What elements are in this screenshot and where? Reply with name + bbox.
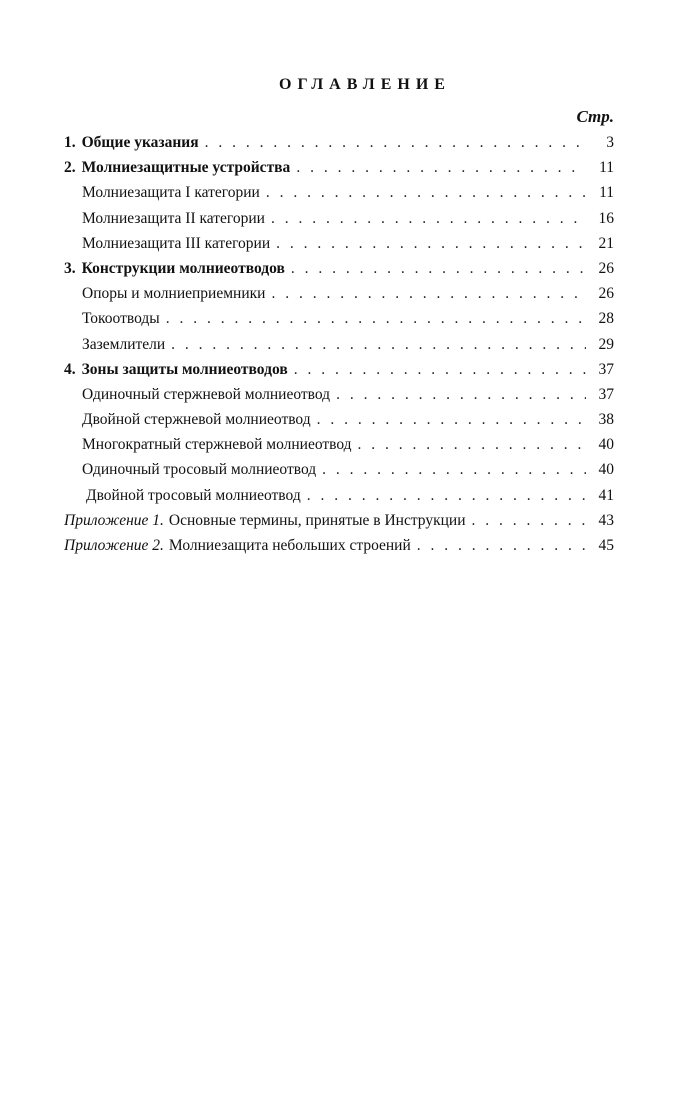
dot-leader [266, 180, 586, 205]
toc-entry-text [64, 180, 260, 205]
toc-entry-page-number: 26 [598, 259, 614, 277]
toc-entry-title: Одиночный стержневой молниеотвод [82, 385, 331, 403]
toc-entry [64, 533, 614, 558]
toc-entry-text [64, 407, 311, 432]
toc-entry [64, 483, 614, 508]
toc-entry [64, 432, 614, 457]
toc-entry-page-number: 37 [598, 360, 614, 378]
dot-leader [307, 483, 586, 508]
toc-entry-page-number: 29 [598, 335, 614, 353]
table-of-contents [64, 130, 614, 558]
toc-entry-page-number: 3 [606, 134, 614, 151]
dot-leader [294, 357, 586, 382]
dot-leader [166, 306, 586, 331]
toc-entry-page-number: 40 [598, 461, 614, 479]
toc-entry-number: 3. [64, 259, 76, 277]
toc-entry-title: Молниезащита II категории [82, 209, 265, 227]
toc-entry-text [64, 457, 316, 482]
toc-entry-text [64, 306, 160, 331]
toc-entry-title: Основные термины, принятые в Инструкции [168, 511, 466, 529]
dot-leader [336, 382, 586, 407]
dot-leader [291, 256, 586, 281]
dot-leader [322, 457, 586, 482]
toc-entry-page-number: 41 [598, 486, 614, 504]
toc-entry [64, 256, 614, 281]
toc-entry-appendix-label: Приложение 1. [64, 511, 164, 529]
dot-leader [271, 206, 586, 231]
toc-entry-text [64, 332, 165, 357]
toc-entry-page-number: 11 [599, 184, 614, 202]
toc-entry-number: 2. [64, 159, 76, 177]
toc-entry-text [64, 231, 270, 256]
toc-entry-page-number: 11 [599, 159, 614, 177]
toc-entry [64, 306, 614, 331]
toc-entry-text [64, 432, 352, 457]
toc-entry [64, 457, 614, 482]
page-title: ОГЛАВЛЕНИЕ [279, 76, 451, 93]
toc-entry-title: Молниезащита небольших строений [168, 537, 411, 554]
page-column-label: Стр. [576, 107, 614, 126]
toc-entry-title: Одиночный тросовый молниеотвод [82, 461, 317, 479]
toc-entry-text [64, 155, 290, 180]
toc-entry [64, 155, 614, 180]
dot-leader [276, 231, 586, 256]
toc-entry-page-number: 40 [598, 436, 614, 454]
dot-leader [171, 332, 586, 357]
toc-entry-title: Двойной тросовый молниеотвод [86, 486, 301, 504]
toc-entry-title: Молниезащита III категории [82, 234, 271, 252]
toc-entry-text [64, 281, 265, 306]
toc-entry-page-number: 21 [598, 234, 614, 252]
toc-entry-text [64, 130, 199, 155]
toc-entry-page-number: 38 [598, 411, 614, 429]
toc-entry-title: Опоры и молниеприемники [82, 285, 266, 303]
toc-entry-title: Общие указания [81, 134, 199, 151]
toc-entry-page-number: 45 [598, 537, 614, 554]
toc-entry-title: Двойной стержневой молниеотвод [82, 411, 311, 429]
toc-entry-page-number: 43 [598, 511, 614, 529]
dot-leader [271, 281, 586, 306]
dot-leader [472, 508, 587, 533]
toc-entry [64, 231, 614, 256]
toc-entry [64, 508, 614, 533]
toc-entry-text [64, 357, 288, 382]
dot-leader [417, 533, 586, 558]
toc-entry-title: Токоотводы [82, 310, 160, 328]
toc-entry [64, 357, 614, 382]
dot-leader [205, 130, 586, 155]
toc-entry-title: Молниезащита I категории [82, 184, 260, 202]
dot-leader [296, 155, 586, 180]
toc-entry-text [64, 206, 265, 231]
toc-entry [64, 382, 614, 407]
toc-entry [64, 180, 614, 205]
toc-entry [64, 206, 614, 231]
toc-entry-page-number: 28 [598, 310, 614, 328]
toc-entry-text [64, 382, 330, 407]
dot-leader [317, 407, 586, 432]
toc-entry [64, 407, 614, 432]
toc-entry-text [64, 256, 285, 281]
toc-entry-title: Молниезащитные устройства [81, 159, 291, 177]
toc-entry-number: 1. [64, 134, 76, 151]
toc-entry-page-number: 16 [598, 209, 614, 227]
toc-entry-text [64, 533, 411, 558]
toc-entry-page-number: 37 [598, 385, 614, 403]
toc-entry-title: Многократный стержневой молниеотвод [82, 436, 352, 454]
toc-entry-text [64, 508, 466, 533]
toc-entry-title: Конструкции молниеотводов [81, 259, 285, 277]
toc-entry [64, 130, 614, 155]
toc-entry-number: 4. [64, 360, 76, 378]
toc-entry-appendix-label: Приложение 2. [64, 537, 164, 554]
toc-entry-text [64, 483, 301, 508]
toc-entry-title: Зоны защиты молниеотводов [81, 360, 288, 378]
toc-entry [64, 281, 614, 306]
toc-entry-title: Заземлители [82, 335, 166, 353]
toc-entry-page-number: 26 [598, 285, 614, 303]
dot-leader [358, 432, 586, 457]
toc-entry [64, 332, 614, 357]
